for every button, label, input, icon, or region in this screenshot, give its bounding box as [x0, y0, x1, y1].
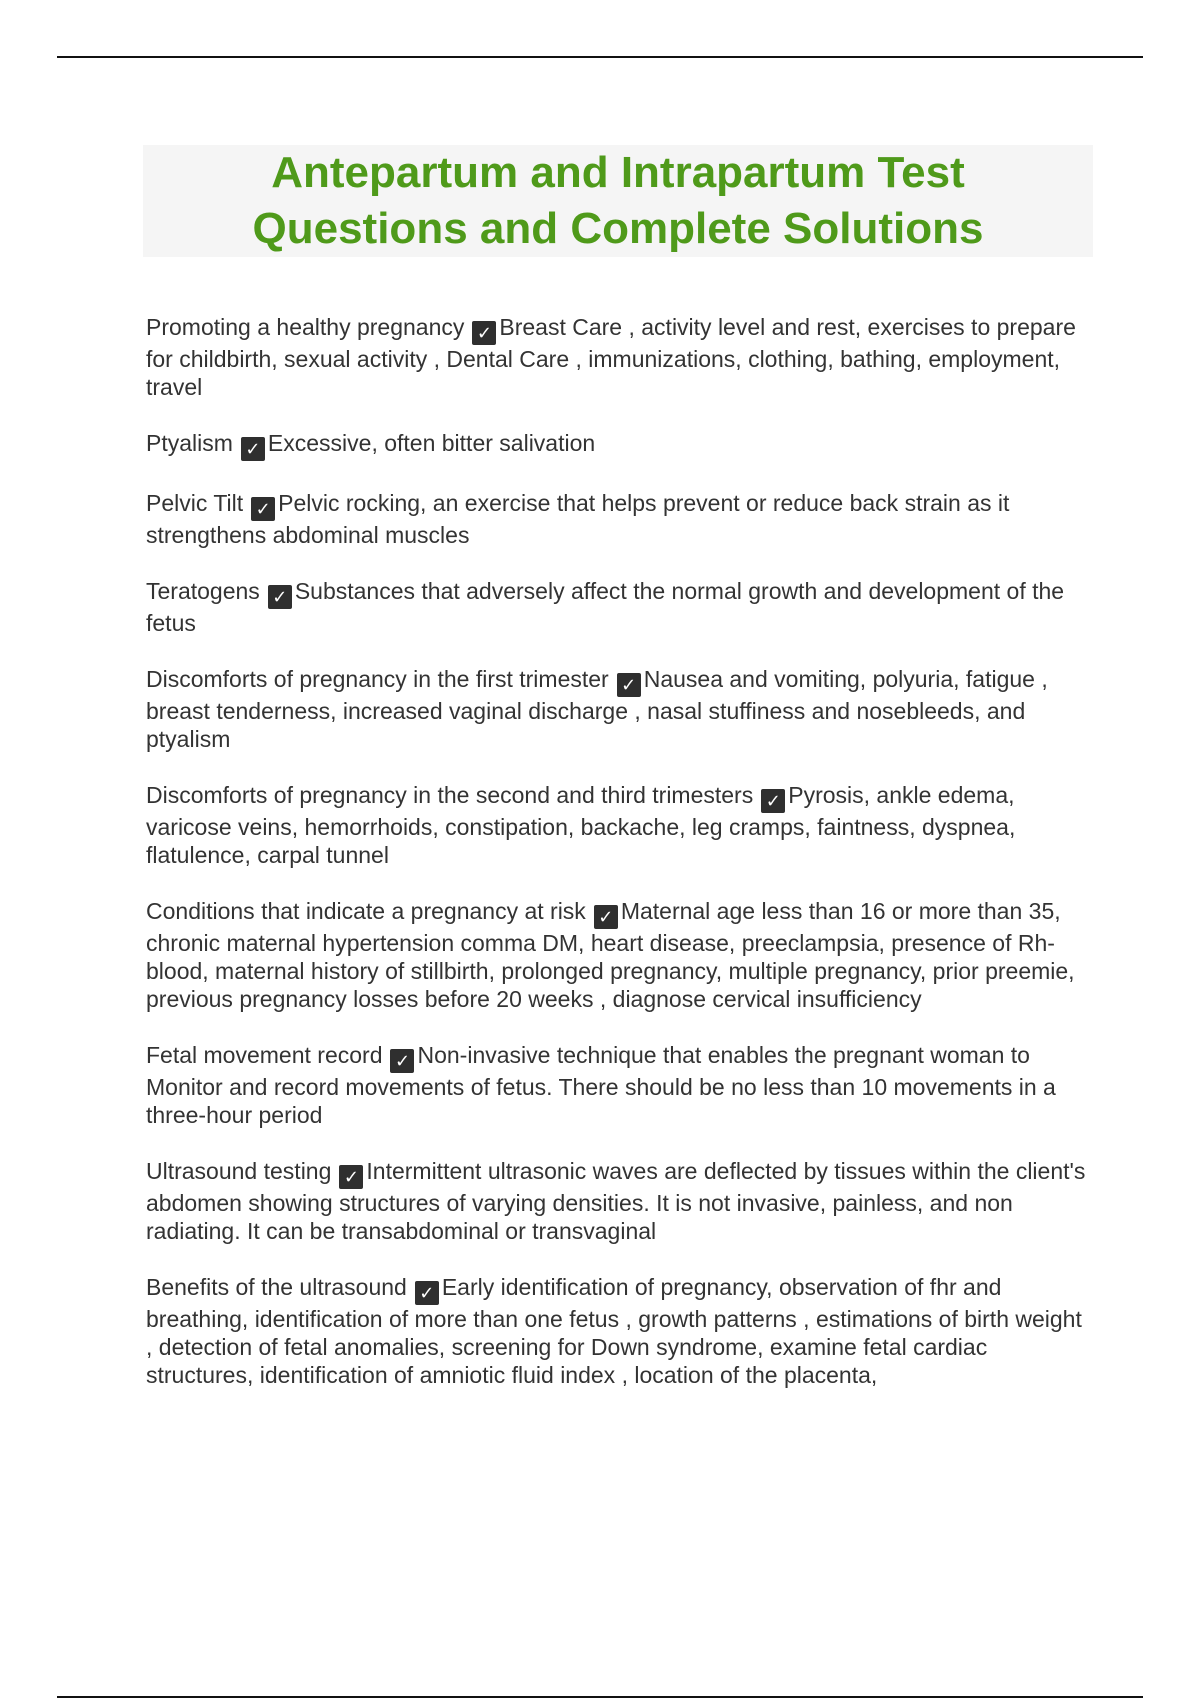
entry-term: Conditions that indicate a pregnancy at risk	[146, 898, 586, 924]
entry-term: Promoting a healthy pregnancy	[146, 314, 465, 340]
title-line-1: Antepartum and Intrapartum Test	[271, 148, 965, 197]
entry-term: Pelvic Tilt	[146, 490, 244, 516]
entry-definition: Intermittent ultrasonic waves are deflected by tissues within the client's abdomen showing structures of varying densities. It is not invasive, painless, and non radiating. It can be transabdominal or transvaginal	[146, 1158, 1086, 1244]
checkmark-icon: ✓	[339, 1165, 363, 1189]
qa-entry	[146, 781, 1088, 869]
qa-entry	[146, 1041, 1088, 1129]
checkmark-icon: ✓	[241, 437, 265, 461]
qa-entry	[146, 313, 1088, 401]
checkmark-icon: ✓	[415, 1281, 439, 1305]
checkmark-icon: ✓	[472, 321, 496, 345]
document-title	[253, 145, 984, 257]
checkmark-icon: ✓	[617, 673, 641, 697]
entry-definition: Nausea and vomiting, polyuria, fatigue , breast tenderness, increased vaginal discharge , nasal stuffiness and nosebleeds, and ptyalism	[146, 666, 1048, 752]
entry-term: Ptyalism	[146, 430, 233, 456]
bottom-rule	[57, 1696, 1143, 1698]
checkmark-icon: ✓	[251, 497, 275, 521]
entry-definition: Non-invasive technique that enables the pregnant woman to Monitor and record movements of fetus. There should be no less than 10 movements in a three-hour period	[146, 1042, 1056, 1128]
entry-term: Fetal movement record	[146, 1042, 383, 1068]
title-banner	[143, 145, 1093, 257]
checkmark-icon: ✓	[594, 905, 618, 929]
qa-list	[146, 313, 1088, 1417]
qa-entry	[146, 1273, 1088, 1389]
checkmark-icon: ✓	[761, 789, 785, 813]
qa-entry	[146, 665, 1088, 753]
top-rule	[57, 56, 1143, 58]
checkmark-icon: ✓	[268, 585, 292, 609]
entry-term: Discomforts of pregnancy in the first trimester	[146, 666, 609, 692]
title-line-2: Questions and Complete Solutions	[252, 204, 984, 253]
entry-definition: Pelvic rocking, an exercise that helps prevent or reduce back strain as it strengthens abdominal muscles	[146, 490, 1010, 548]
qa-entry	[146, 489, 1088, 549]
checkmark-icon: ✓	[390, 1049, 414, 1073]
qa-entry	[146, 1157, 1088, 1245]
entry-definition: Early identification of pregnancy, observation of fhr and breathing, identification of more than one fetus , growth patterns , estimations of birth weight , detection of fetal anomalies, screening for Down syndrome, examine fetal cardiac structures, identification of amniotic fluid index , location of the placenta,	[146, 1274, 1082, 1388]
entry-term: Discomforts of pregnancy in the second and third trimesters	[146, 782, 754, 808]
entry-term: Benefits of the ultrasound	[146, 1274, 407, 1300]
qa-entry	[146, 429, 1088, 461]
qa-entry	[146, 577, 1088, 637]
entry-definition: Pyrosis, ankle edema, varicose veins, hemorrhoids, constipation, backache, leg cramps, faintness, dyspnea, flatulence, carpal tunnel	[146, 782, 1016, 868]
entry-definition: Substances that adversely affect the normal growth and development of the fetus	[146, 578, 1065, 636]
entry-definition: Excessive, often bitter salivation	[267, 430, 596, 456]
entry-term: Ultrasound testing	[146, 1158, 332, 1184]
entry-definition: Breast Care , activity level and rest, exercises to prepare for childbirth, sexual activity , Dental Care , immunizations, clothing, bathing, employment, travel	[146, 314, 1076, 400]
entry-definition: Maternal age less than 16 or more than 35, chronic maternal hypertension comma DM, heart disease, preeclampsia, presence of Rh- blood, maternal history of stillbirth, prolonged pregnancy, multiple pregnancy, prior preemie, previous pregnancy losses before 20 weeks , diagnose cervical insufficiency	[146, 898, 1075, 1012]
entry-term: Teratogens	[146, 578, 260, 604]
qa-entry	[146, 897, 1088, 1013]
